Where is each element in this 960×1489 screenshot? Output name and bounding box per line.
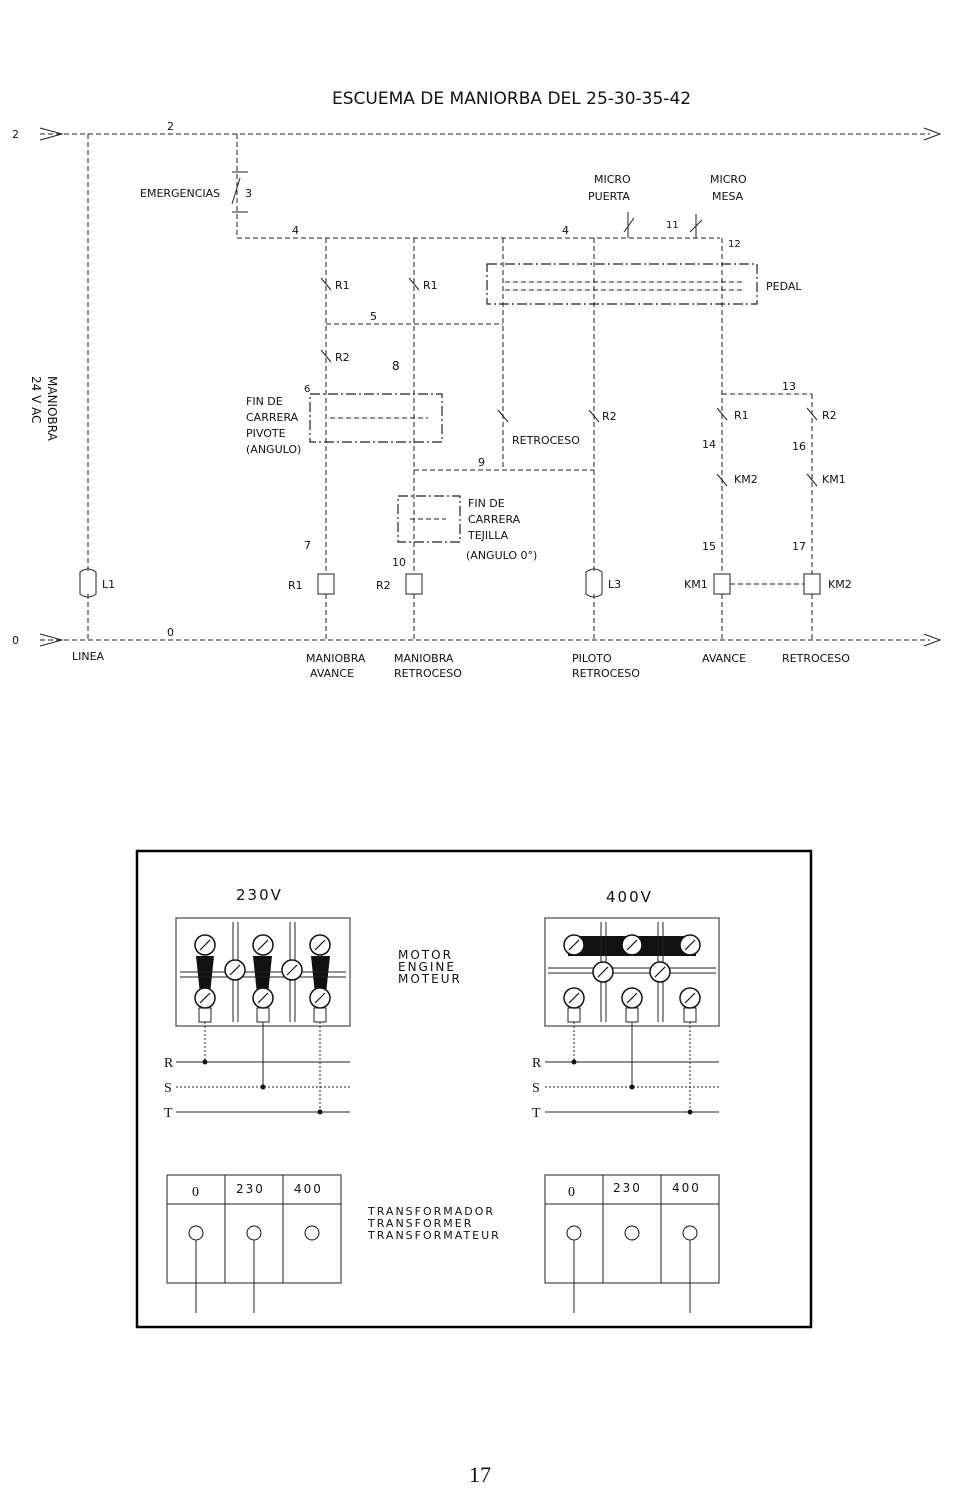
branch-linea [80,134,115,640]
motor-label-2: ENGINE [398,960,456,974]
fin-tejilla-3: TEJILLA [468,529,509,542]
label-linea: LINEA [72,650,105,663]
terminal-box-400v [545,918,719,1026]
label-230v: 230V [236,886,283,904]
wire-num-11: 11 [666,220,679,231]
tr400-col-400: 400 [672,1181,701,1195]
micro-puerta-1: MICRO [594,173,631,186]
micro-switches [588,173,747,250]
tr400-col-230: 230 [613,1181,642,1195]
coil-l3-label: L3 [608,578,622,591]
side-label-line2: 24 V AC [29,376,43,424]
label-piloto-retroceso-2: RETROCESO [572,667,640,680]
wire-num-4b: 4 [562,224,569,237]
phase-s-230: S [164,1081,172,1096]
label-maniobra-retroceso-2: RETROCESO [394,667,462,680]
motor-label-3: MOTEUR [398,972,462,986]
limit-switch-tejilla [398,496,537,562]
tr400-col-0: 0 [568,1185,575,1200]
column-retroceso [730,394,852,640]
phase-s-400: S [532,1081,540,1096]
wire-num-13: 13 [782,380,796,393]
phase-t-400: T [532,1106,541,1121]
contact-r1-a: R1 [335,279,350,292]
label-maniobra-avance-1: MANIOBRA [306,652,366,665]
wire-num-12: 12 [728,239,741,250]
label-retroceso: RETROCESO [782,652,850,665]
transformer-box-230v [167,1175,341,1313]
tr230-col-400: 400 [294,1182,323,1196]
side-label [29,376,59,442]
label-piloto-retroceso-1: PILOTO [572,652,612,665]
column-avance [684,238,812,640]
transformer-label-3: TRANSFORMATEUR [368,1229,501,1242]
page-number: 17 [469,1462,491,1487]
wire-num-0-mid: 0 [167,626,174,639]
pedal-label: PEDAL [766,280,802,293]
tr230-col-230: 230 [236,1182,265,1196]
wire-num-4a: 4 [292,224,299,237]
wire-num-0-left: 0 [12,634,19,647]
side-label-line1: MANIOBRA [45,376,59,441]
pedal-box [487,264,802,304]
coil-r2-label: R2 [376,579,391,592]
phase-wiring-230v [164,1022,350,1121]
wire-9 [414,456,594,470]
transformer-label-2: TRANSFORMER [368,1217,474,1230]
wire-num-5: 5 [370,310,377,323]
label-400v: 400V [606,888,653,906]
wire-num-6: 6 [304,384,311,395]
column-maniobra-retroceso [376,238,438,640]
wire-4 [237,224,720,238]
wire-num-9: 9 [478,456,485,469]
column-retroceso-contact [498,238,580,470]
wire-num-15: 15 [702,540,716,553]
label-maniobra-avance-2: AVANCE [310,667,355,680]
bottom-labels [72,650,850,680]
coil-l1-label: L1 [102,578,116,591]
top-rail [12,120,940,141]
label-avance: AVANCE [702,652,747,665]
wire-num-10: 10 [392,556,406,569]
column-piloto-retroceso [586,238,621,640]
fin-tejilla-4: (ANGULO 0°) [466,549,538,562]
wire-num-14: 14 [702,438,716,451]
contact-r1-c: R1 [734,409,749,422]
fin-pivote-1: FIN DE [246,395,283,408]
bottom-rail [12,626,940,647]
phase-r-230: R [164,1056,174,1071]
coil-km2-label: KM2 [828,578,852,591]
phase-t-230: T [164,1106,173,1121]
contact-r2-c: R2 [822,409,837,422]
coil-km1-label: KM1 [684,578,708,591]
label-maniobra-retroceso-1: MANIOBRA [394,652,454,665]
terminal-box-230v [176,918,350,1026]
fin-pivote-4: (ANGULO) [246,443,302,456]
contact-km1: KM1 [822,473,846,486]
contact-r1-b: R1 [423,279,438,292]
fin-tejilla-2: CARRERA [468,513,521,526]
fin-pivote-3: PIVOTE [246,427,286,440]
motor-label-1: MOTOR [398,948,453,962]
wire-num-8: 8 [392,359,400,373]
micro-puerta-2: PUERTA [588,190,630,203]
wire-num-7: 7 [304,539,311,552]
emergencias-label: EMERGENCIAS [140,187,221,200]
schematic-title: ESCUEMA DE MANIORBA DEL 25-30-35-42 [332,89,692,109]
panel-frame [137,851,811,1327]
transformer-box-400v [545,1175,719,1313]
emergency-stop [140,134,252,238]
column-maniobra-avance [288,238,350,640]
wire-num-2-mid: 2 [167,120,174,133]
control-schematic [0,0,960,700]
contact-km2: KM2 [734,473,758,486]
wire-num-2-left: 2 [12,128,19,141]
micro-mesa-1: MICRO [710,173,747,186]
tr230-col-0: 0 [192,1185,199,1200]
wire-num-3: 3 [245,187,252,200]
fin-tejilla-1: FIN DE [468,497,505,510]
micro-mesa-2: MESA [712,190,744,203]
retroceso-contact-label: RETROCESO [512,434,580,447]
contact-r2-b: R2 [602,410,617,423]
limit-switch-pivote [246,394,442,456]
coil-r1-label: R1 [288,579,303,592]
phase-r-400: R [532,1056,542,1071]
wire-num-16: 16 [792,440,806,453]
fin-pivote-2: CARRERA [246,411,299,424]
phase-wiring-400v [532,1022,719,1121]
wire-num-17: 17 [792,540,806,553]
transformer-label-1: TRANSFORMADOR [368,1205,496,1218]
contact-r2-a: R2 [335,351,350,364]
